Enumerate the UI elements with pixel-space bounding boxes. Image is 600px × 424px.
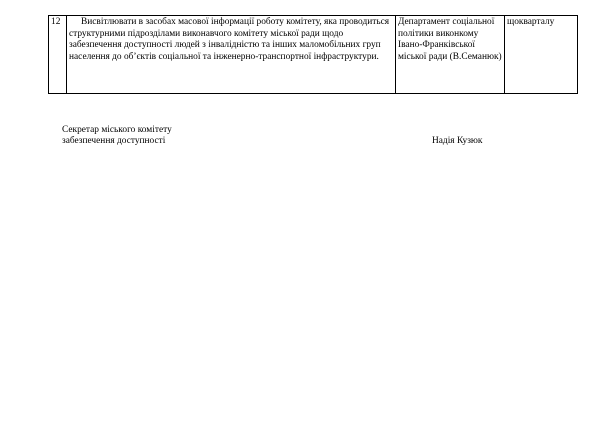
task-cell (67, 16, 396, 94)
signature-title-line1: Секретар міського комітету (62, 125, 172, 135)
measures-table (48, 15, 578, 94)
signature-title (62, 125, 222, 148)
table-row (49, 16, 578, 94)
responsible-cell: Департамент соціальної політики виконкому Івано-Франківської міської ради (В.Семанюк) (396, 16, 505, 94)
row-number: 12 (49, 16, 67, 94)
term-cell: щокварталу (505, 16, 578, 94)
signature-title-line2: забезпечення доступності (62, 136, 166, 147)
signature-name: Надія Кузюк (432, 136, 483, 146)
task-text: Висвітлювати в засобах масової інформації роботу комітету, яка проводиться структурними підрозділами виконавчого комітету міської ради щодо забезпечення доступності людей з інвалідністю та інших маломобільних груп населення до об’єктів соціальної та інженерно-транспортної інфраструктури. (69, 17, 390, 62)
